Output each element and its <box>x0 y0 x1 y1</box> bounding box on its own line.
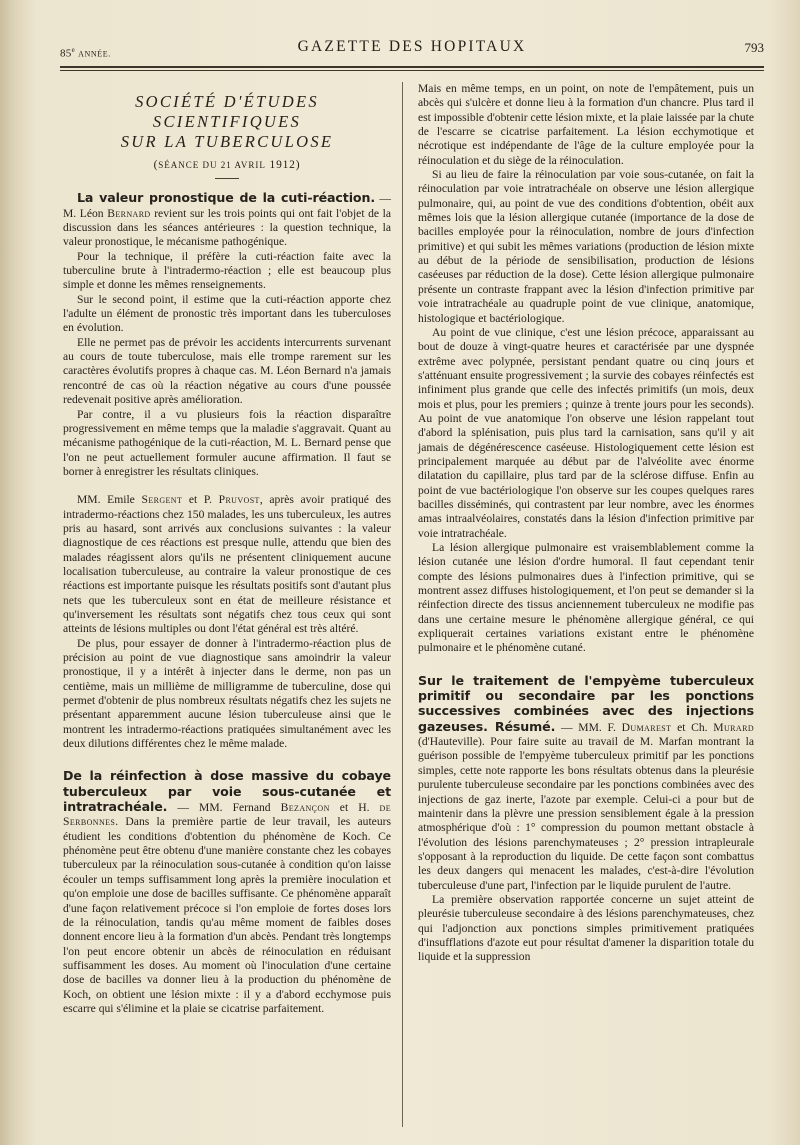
paragraph: MM. Emile Sergent et P. Pruvost, après avoir pratiqué des intradermo-réactions chez 150 malades, les uns tuberculeux, les autres pris au hasard, sont arrivés aux conclusions suivantes : la valeur diagnostique de ces réactions est presque nulle, attendu que bien des malades réagissent alors qu'ils ne présentent cliniquement aucune localisation tuberculeuse, au contraire la valeur pronostique de ces réactions est importante puisque les résultats positifs sont d'autant plus nets que les tuberculeux sont en état de meilleure résistance et qu'inversement les résultats sont négatifs chez tous ceux qui sont atteints de lésions multiples ou dont l'état général est très altéré. <box>63 493 391 636</box>
journal-title: GAZETTE DES HOPITAUX <box>297 38 527 55</box>
article-title: Sur le traitement de l'empyème tuberculeux primitif ou secondaire par les ponctions successives combinées avec des injections gazeuses. Résumé. <box>418 672 754 734</box>
paragraph: De plus, pour essayer de donner à l'intradermo-réaction plus de précision au point de vue diagnostique sans amoindrir la valeur pronostique, il y a intérêt à injecter dans le derme, non pas un centième, mais un millième de milligramme de tuberculine, dose qui permet d'obtenir de plus nombreux résultats négatifs chez les sujets ne présentant apparemment aucune lésion tuberculeuse ainsi que le montrent les intradermo-réactions pratiquées simultanément avec les deux dilutions différentes chez le même malade. <box>63 636 391 751</box>
paragraph: La lésion allergique pulmonaire est vraisemblablement comme la lésion cutanée une lésion d'ordre humoral. Il faut cependant tenir compte des lésions pulmonaires dues à l'infection primitive, qui se montrent assez diffuses histologiquement, et l'on peut se demander si la réinfection directe des tissus anciennement tuberculeux ne modifie pas dans une certaine mesure le phénomène allergique général, ce qui expliquerait certaines variations existant entre le phénomène pulmonaire et le phénomène cutané. <box>418 541 754 655</box>
paragraph: La première observation rapportée concerne un sujet atteint de pleurésie tuberculeuse secondaire à des lésions parenchymateuses, chez qui l'adjonction aux ponctions simples primitivement pratiquées d'insufflations d'azote eut pour résultat d'amener la disparition totale du liquide et la suppression <box>418 892 754 964</box>
column-divider <box>402 82 403 1127</box>
page-header <box>60 32 764 64</box>
short-rule <box>215 178 239 179</box>
seance-date: (SÉANCE DU 21 AVRIL 1912) <box>153 159 301 171</box>
paragraph: Elle ne permet pas de prévoir les accidents intercurrents survenant au cours de toute tuberculose, mais elle trompe rarement sur les caractères évolutifs propres à chaque cas. M. Léon Bernard n'a jamais rencontré de cas où la réaction négative au cours d'une poussée redevenait positive après amélioration. <box>63 335 391 407</box>
paragraph: Pour la technique, il préfère la cuti-réaction faite avec la tuberculine brute à l'intradermo-réaction ; elle est beaucoup plus simple et donne les mêmes renseignements. <box>63 249 391 292</box>
paragraph: Mais en même temps, en un point, on note de l'empâtement, puis un abcès qui s'ulcère et donne lieu à la formation d'un chancre. Plus tard il est impossible d'obtenir cette lésion mixte, et la plaie laissée par la chute de l'escarre se cicatrise parfaitement. La lésion ecchymotique et nécrotique est indépendante de l'âge de la culture employée pour la réinoculation et du siège de la réinoculation. <box>418 82 754 167</box>
paragraph: Au point de vue clinique, c'est une lésion précoce, apparaissant au bout de douze à vingt-quatre heures et caractérisée par une dyspnée extrême avec polypnée, persistant pendant quatre ou cinq jours et s'atténuant ensuite progressivement ; la survie des cobayes réinfectés est infiniment plus grande que celle des infectés primitifs (un mois, deux mois et plus, pour les premiers ; quinze à trente jours pour les seconds). Au point de vue anatomique l'on observe une lésion rappelant tout d'abord la splénisation, puis plus tard la carnisation, sans qu'il y ait jamais de dégénérescence caséeuse. Histologiquement cette lésion est principalement marquée au début par de l'alvéolite avec énorme dilatation du capillaire, plus tard par de la sclérose diffuse. Enfin au point de vue bactériologique l'on observe sur les coupes quelques rares bacilles disséminés, qui contrastent par leur nombre, avec les énormes amas intraalvéolaires, constatés dans la lésion d'infection primitive par voie intratrachéale. <box>418 325 754 540</box>
paragraph: Sur le second point, il estime que la cuti-réaction apporte chez l'adulte un élément de pronostic très important dans les tuberculoses en évolution. <box>63 292 391 335</box>
header-rule-thin <box>60 70 764 71</box>
right-column <box>418 82 754 965</box>
article-title: De la réinfection à dose massive du cobaye tuberculeux par voie sous-cutanée et intratrachéale. <box>63 768 391 815</box>
left-column <box>63 82 391 1016</box>
society-heading: SOCIÉTÉ D'ÉTUDES SCIENTIFIQUES SUR LA TUBERCULOSE <box>120 92 334 151</box>
article-empyeme-intro: Sur le traitement de l'empyème tuberculeux primitif ou secondaire par les ponctions successives combinées avec des injections gazeuses. Résumé. — MM. F. Dumarest et Ch. Murard (d'Hauteville). Pour faire suite au travail de M. Marfan montrant la guérison possible de l'empyème tuberculeux primitif par les ponctions simples, cette note rapporte les bons résultats obtenus dans la pleurésie purulente tuberculeuse secondaire par les ponctions combinées avec des injections de gaz inerte, l'azote par exemple. Celui-ci a pour but de maintenir dans la plèvre une pression sensiblement égale à la pression atmosphérique d'où : 1° compression du poumon mettant obstacle à l'évolution des lésions parenchymateuses ; 2° pression intrapleurale s'opposant à la reproduction du liquide. De cette façon sont combattus les deux dangers qui menacent les malades, c'est-à-dire l'évolution tuberculeuse d'une part, l'infection par le liquide purulent de l'autre. <box>418 672 754 892</box>
paragraph: Par contre, il a vu plusieurs fois la réaction disparaître progressivement en même temps que la maladie s'aggravait. Quant au mécanisme pathogénique de la cuti-réaction, M. L. Bernard pense que l'on ne peut actuellement formuler aucune affirmation. Il faut se borner à enregistrer les résultats cliniques. <box>63 407 391 478</box>
header-rule-thick <box>60 66 764 68</box>
article-reinfection-intro: De la réinfection à dose massive du cobaye tuberculeux par voie sous-cutanée et intratrachéale. — MM. Fernand Bezançon et H. de Serbonnes. Dans la première partie de leur travail, les auteurs étudient les conditions d'obtention du phénomène de Koch. Ce phénomène peut être obtenu d'une manière constante chez les cobayes tuberculeux par la réinoculation sous-cutanée à condition qu'on laisse écouler un temps suffisamment long après la première inoculation et qu'on emploie une dose de bacilles suffisante. Ce phénomène apparaît d'une façon relativement précoce si l'on emploie de fortes doses lors de la réinoculation, tandis qu'au même moment de faibles doses donnent encore lieu à la formation d'un abcès. Pendant très longtemps l'on peut encore obtenir un abcès de réinoculation en réduisant suffisamment les doses. Au moment où l'inoculation d'une certaine dose de bacilles va donner lieu à la production du phénomène de Koch, on obtient une lésion mixte : il y a d'abord ecchymose puis escarre qui s'élimine et la plaie se cicatrise parfaitement. <box>63 768 391 1015</box>
article-title: La valeur pronostique de la cuti-réaction. <box>77 190 376 206</box>
article-cuti-reaction-intro: La valeur pronostique de la cuti-réaction. — M. Léon Bernard revient sur les trois points qui ont fait l'objet de la discussion dans les séances antérieures : la question technique, la valeur pronostique, le mécanisme pathogénique. <box>63 190 391 249</box>
page-number: 793 <box>744 40 764 55</box>
paragraph: Si au lieu de faire la réinoculation par voie sous-cutanée, on fait la réinoculation par voie intratrachéale on observe une lésion allergique pulmonaire, qui, au point de vue des conditions d'obtention, obéit aux mêmes lois que la lésion allergique cutanée (importance de la dose de bacilles employée pour la réinoculation, nombre de jours d'infection primitive) et qui subit les mêmes variations (production de lésion mixte au début de la période de sensibilisation, production de lésions caséeuses par réduction de la dose). Cette lésion allergique pulmonaire présente un contraste frappant avec la lésion d'infection primitive par voie intratrachéale au quadruple point de vue clinique, anatomique, histologique et bactériologique. <box>418 168 754 325</box>
year-label: 85e ANNÉE. <box>60 46 111 60</box>
